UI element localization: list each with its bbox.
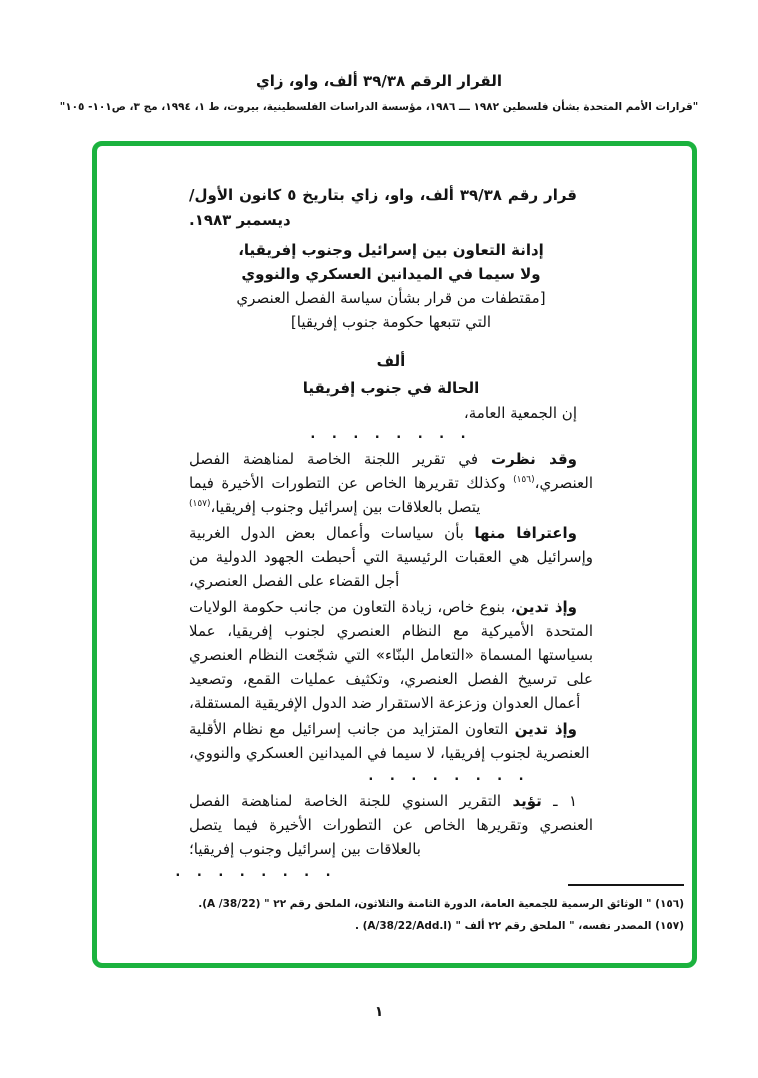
- preamble-paragraph-3: وإذ تدين، بنوع خاص، زيادة التعاون من جانب حكومة الولايات المتحدة الأميركية مع النظام العنصري لجنوب إفريقيا، عملا بسياستها المسماة «التعامل البنّاء» التي شجّعت النظام العنصري على ترسيخ الفصل العنصري، وتكثيف عمليات القمع، وتصعيد أعمال العدوان وزعزعة الاستقرار ضد الدول الإفريقية المستقلة،: [189, 598, 593, 712]
- subject-title-line-1: إدانة التعاون بين إسرائيل وجنوب إفريقيا،: [238, 241, 544, 259]
- bracket-note-line-1: [مقتطفات من قرار بشأن سياسة الفصل العنصري: [236, 289, 546, 307]
- document-body: [175, 183, 593, 883]
- source-citation: "قرارات الأمم المتحدة بشأن فلسطين ١٩٨٢ ـــ ١٩٨٦، مؤسسة الدراسات الفلسطينية، بيروت، ط ١، ١٩٩٤، مج ٣، ص١٠١- ١٠٥": [59, 101, 699, 113]
- operative-paragraph-1: ١ ـ تؤيد التقرير السنوي للجنة الخاصة لمناهضة الفصل العنصري وتقريرها الخاص عن التطورات الأخيرة فيما يتصل بالعلاقات بين إسرائيل وجنوب إفريقيا؛: [189, 792, 593, 858]
- bracket-note-line-2: التي تتبعها حكومة جنوب إفريقيا]: [290, 313, 492, 331]
- ellipsis-separator: . . . . . . . .: [175, 865, 337, 880]
- page-number: ١: [374, 1004, 384, 1020]
- section-title: الحالة في جنوب إفريقيا: [302, 379, 480, 397]
- footnote-157: (١٥٧) المصدر نفسه، " الملحق رقم ٢٢ ألف " (A/38/22/Add.l) .: [354, 920, 684, 932]
- footnotes-block: [139, 884, 684, 937]
- resolution-heading: قرار رقم ٣٩/٣٨ ألف، واو، زاي بتاريخ ٥ كانون الأول/ ديسمبر ١٩٨٣.: [189, 186, 577, 229]
- preamble-intro: إن الجمعية العامة،: [463, 404, 577, 422]
- subject-title-line-2: ولا سيما في الميدانين العسكري والنووي: [241, 265, 541, 283]
- preamble-paragraph-4: وإذ تدين التعاون المتزايد من جانب إسرائيل مع نظام الأقلية العنصرية لجنوب إفريقيا، لا سيما في الميدانين العسكري والنووي،: [189, 720, 590, 762]
- preamble-paragraph-1: وقد نظرت في تقرير اللجنة الخاصة لمناهضة الفصل العنصري،$^{(١٥٦)}$ وكذلك تقريرها الخاص عن التطورات الأخيرة فيما يتصل بالعلاقات بين إسرائيل وجنوب إفريقيا،$^{(١٥٧)}$: [189, 450, 593, 516]
- page-title: القرار الرقم ٣٩/٣٨ ألف، واو، زاي: [256, 72, 502, 90]
- footnote-rule: [568, 884, 684, 886]
- highlight-box: [92, 141, 697, 968]
- page-header: [0, 72, 758, 113]
- preamble-paragraph-2: واعترافا منها بأن سياسات وأعمال بعض الدول الغربية وإسرائيل هي العقبات الرئيسية التي أحبطت الجهود الدولية من أجل القضاء على الفصل العنصري،: [189, 524, 593, 590]
- footnote-156: (١٥٦) " الوثائق الرسمية للجمعية العامة، الدورة الثامنة والثلاثون، الملحق رقم ٢٢ " (A /38/22).: [198, 898, 684, 910]
- ellipsis-separator: . . . . . . . .: [368, 769, 530, 784]
- ellipsis-separator: . . . . . . . .: [310, 427, 472, 442]
- section-letter: ألف: [376, 352, 406, 370]
